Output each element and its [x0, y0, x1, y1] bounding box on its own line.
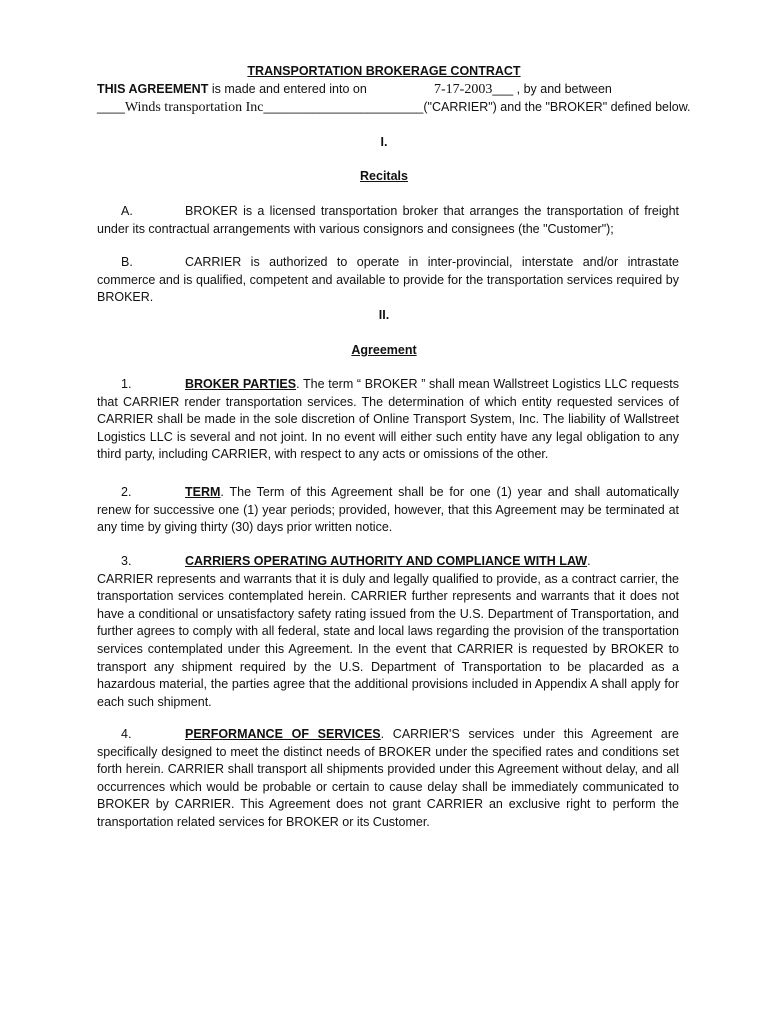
clause-3-text: CARRIER represents and warrants that it is duly and legally qualified to provide, as a contract carrier, the transportation services contemplated herein. CARRIER further represents and warrants that it does not have a conditional or unsatisfactory safety rating issued from the U.S. Department of Transportation, and further agrees to comply with all federal, state and local laws regarding the provision of the transportation services contemplated under this Agreement. In the event that CARRIER is requested by BROKER to transport any shipment required by the U.S. Department of Transportation to be placarded as a hazardous material, the parties agree that the additional provisions included in Appendix A shall apply for each such shipment.: [97, 571, 679, 709]
clause-3-heading-trail: .: [587, 554, 591, 568]
section-1-numeral: I.: [380, 135, 388, 149]
recital-b-text: CARRIER is authorized to operate in inter-provincial, interstate and/or intrastate commerce and is qualified, competent and available to provide for the transportation services required by BROKER.: [97, 255, 679, 305]
clause-3: [97, 553, 679, 711]
recital-a: [97, 203, 679, 238]
carrier-blank: _______________________: [263, 100, 424, 114]
clause-2-heading: TERM: [185, 485, 221, 499]
carrier-trail: ("CARRIER") and the "BROKER" defined below.: [423, 100, 691, 114]
agreement-date-value: 7-17-2003: [434, 82, 493, 97]
clause-4-text: . CARRIER'S services under this Agreement are specifically designed to meet the distinct needs of BROKER under the specified rates and conditions set forth herein. CARRIER shall transport all shipments provided under this Agreement without delay, and all occurrences which would be probable or certain to cause delay shall be immediately communicated to BROKER by CARRIER. This Agreement does not grant CARRIER an exclusive right to perform the transportation related services for BROKER or its Customer.: [97, 727, 679, 829]
clause-4: [97, 726, 679, 832]
section-1-heading: Recitals: [360, 169, 408, 183]
carrier-name: Winds transportation Inc: [124, 100, 264, 115]
clause-1-label: 1.: [121, 377, 132, 391]
clause-2-label: 2.: [121, 485, 132, 499]
clause-1-heading: BROKER PARTIES: [185, 377, 297, 391]
agreement-date-line: [434, 82, 612, 98]
clause-1-text: . The term “ BROKER ” shall mean Wallstreet Logistics LLC requests that CARRIER render transportation services. The determination of which entity requested services of CARRIER shall be made in the sole discretion of Online Transport System, Inc. The liability of Wallstreet Logistics LLC is several and not joint. In no event will either such entity have any legal obligation to any third party, including CARRIER, with respect to any acts or omissions of the other.: [97, 377, 679, 462]
section-2-numeral: II.: [378, 308, 390, 322]
clause-2-text: . The Term of this Agreement shall be for one (1) year and shall automatically renew for successive one (1) year periods; provided, however, that this Agreement may be terminated at any time by giving thirty (30) days prior written notice.: [97, 485, 679, 535]
recital-a-label: A.: [121, 204, 133, 218]
clause-3-heading: CARRIERS OPERATING AUTHORITY AND COMPLIANCE WITH LAW: [185, 554, 588, 568]
recital-a-text: BROKER is a licensed transportation broker that arranges the transportation of freight under its contractual arrangements with various consignors and consignees (the "Customer");: [97, 204, 679, 236]
agreement-intro-line: [97, 82, 367, 96]
carrier-prefix: ____: [97, 100, 125, 114]
document-title: TRANSPORTATION BROKERAGE CONTRACT: [247, 64, 521, 78]
clause-2: [97, 484, 679, 537]
clause-4-heading: PERFORMANCE OF SERVICES: [185, 727, 381, 741]
recital-b-label: B.: [121, 255, 133, 269]
clause-3-label: 3.: [121, 554, 132, 568]
agreement-lead: THIS AGREEMENT: [97, 82, 209, 96]
agreement-lead-rest: is made and entered into on: [208, 82, 367, 96]
clause-1: [97, 376, 679, 464]
clause-4-label: 4.: [121, 727, 132, 741]
carrier-line: [97, 100, 691, 116]
recital-b: [97, 254, 679, 307]
agreement-date-trail: ___ , by and between: [492, 82, 612, 96]
section-2-heading: Agreement: [351, 343, 417, 357]
